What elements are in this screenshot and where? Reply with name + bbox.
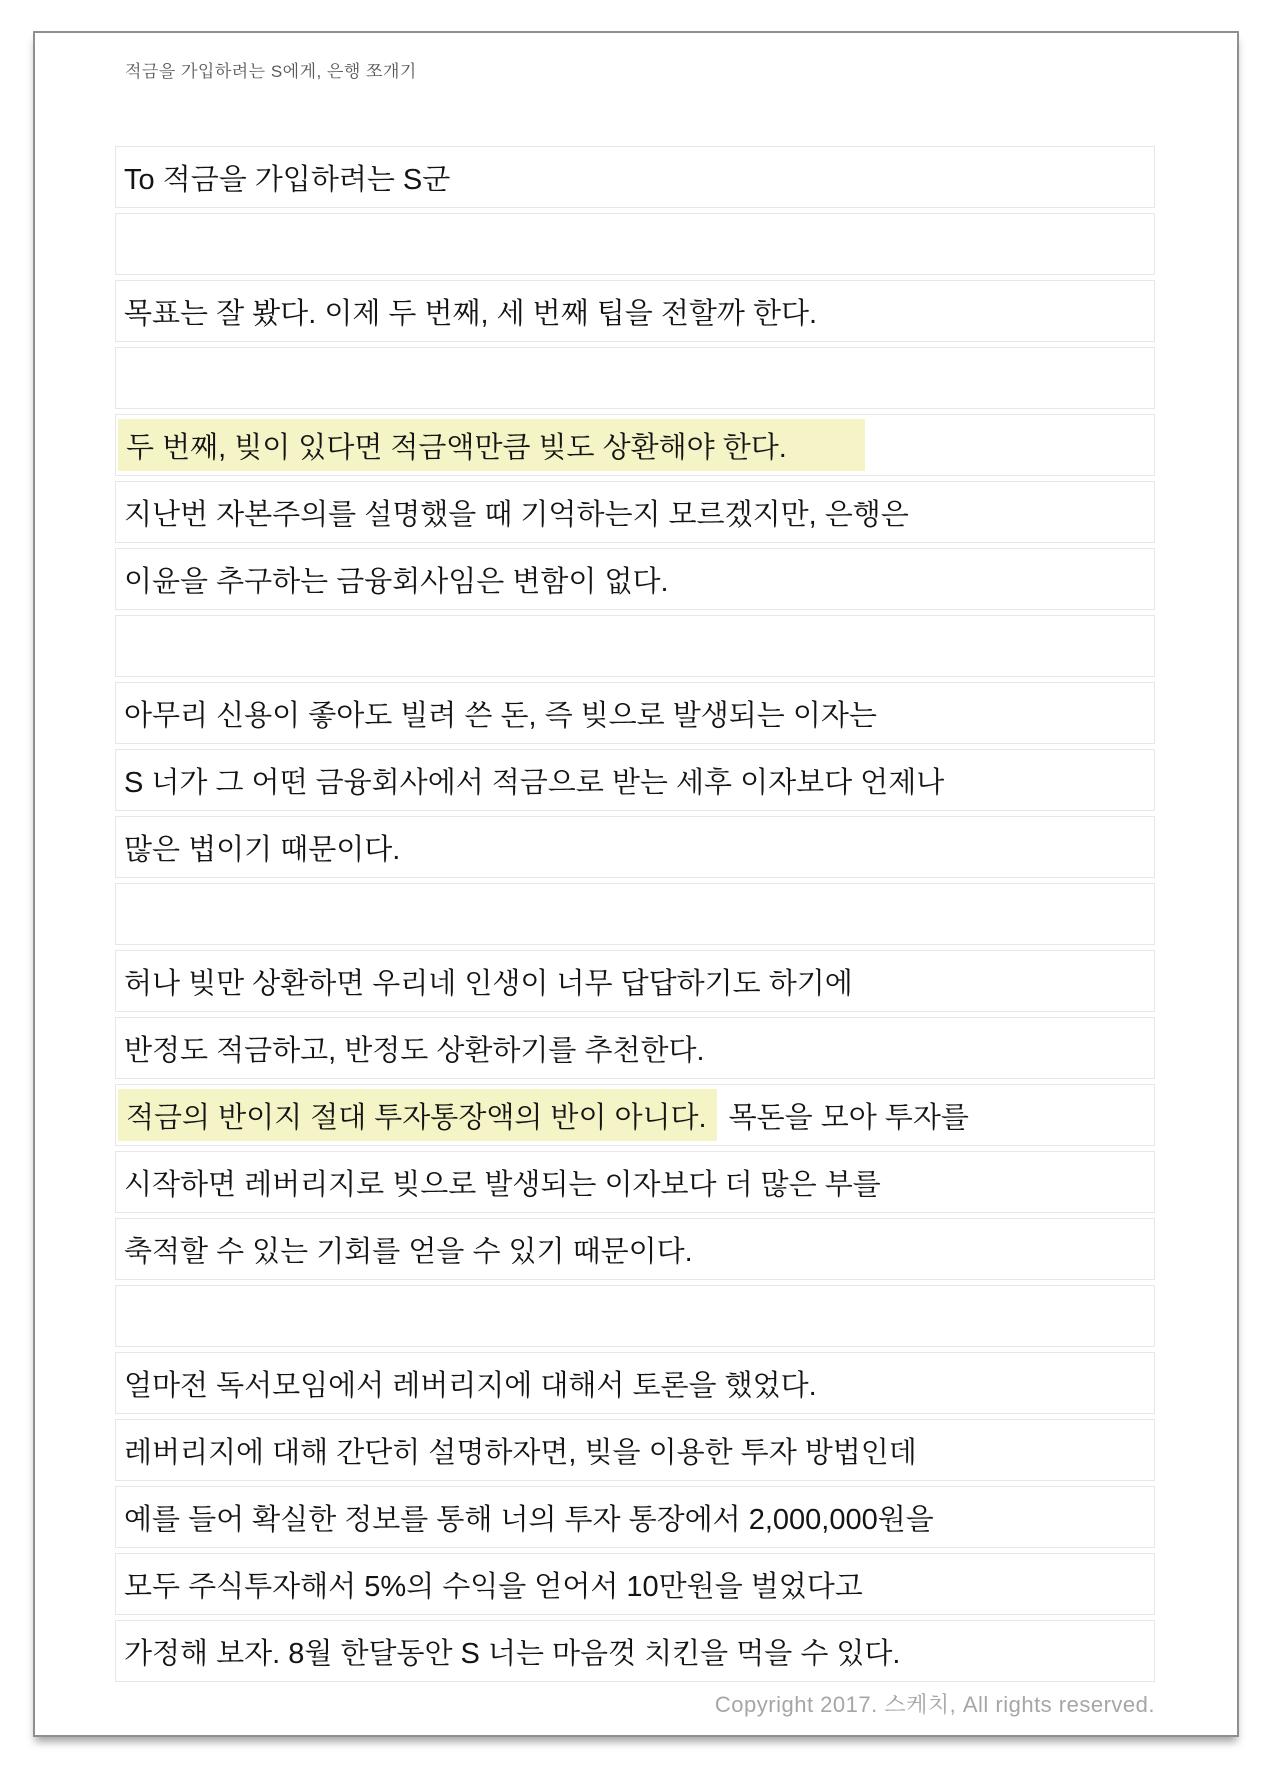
text-row <box>115 1017 1155 1079</box>
text-row <box>115 481 1155 543</box>
text-row <box>115 280 1155 342</box>
row-text: 가정해 보자. 8월 한달동안 S 너는 마음껏 치킨을 먹을 수 있다. <box>124 1637 901 1670</box>
text-row <box>115 1419 1155 1481</box>
row-text: 지난번 자본주의를 설명했을 때 기억하는지 모르겠지만, 은행은 <box>124 498 909 531</box>
text-row <box>115 682 1155 744</box>
empty-row <box>115 1285 1155 1347</box>
highlighted-text: 두 번째, 빚이 있다면 적금액만큼 빚도 상환해야 한다. <box>118 419 865 471</box>
text-row <box>115 950 1155 1012</box>
partially-highlighted-row <box>115 1084 1155 1146</box>
row-text: 축적할 수 있는 기회를 얻을 수 있기 때문이다. <box>124 1235 693 1268</box>
row-text: 아무리 신용이 좋아도 빌려 쓴 돈, 즉 빚으로 발생되는 이자는 <box>124 699 877 732</box>
row-text: 모두 주식투자해서 5%의 수익을 얻어서 10만원을 벌었다고 <box>124 1570 863 1603</box>
row-text: 반정도 적금하고, 반정도 상환하기를 추천한다. <box>124 1034 705 1067</box>
document-page <box>33 31 1239 1737</box>
empty-row <box>115 213 1155 275</box>
row-text: 목돈을 모아 투자를 <box>728 1101 969 1134</box>
row-text: 목표는 잘 봤다. 이제 두 번째, 세 번째 팁을 전할까 한다. <box>124 297 818 330</box>
row-text: 시작하면 레버리지로 빚으로 발생되는 이자보다 더 많은 부를 <box>124 1168 881 1201</box>
highlighted-row <box>115 414 1155 476</box>
text-row <box>115 1620 1155 1682</box>
text-row <box>115 1553 1155 1615</box>
row-text: 허나 빚만 상환하면 우리네 인생이 너무 답답하기도 하기에 <box>124 967 853 1000</box>
row-text: 많은 법이기 때문이다. <box>124 833 401 866</box>
row-text: 이윤을 추구하는 금융회사임은 변함이 없다. <box>124 565 669 598</box>
row-text: 예를 들어 확실한 정보를 통해 너의 투자 통장에서 2,000,000원을 <box>124 1503 934 1536</box>
text-row <box>115 1486 1155 1548</box>
text-row <box>115 816 1155 878</box>
empty-row <box>115 347 1155 409</box>
text-row <box>115 146 1155 208</box>
text-row <box>115 1352 1155 1414</box>
rows <box>115 146 1155 1687</box>
text-row <box>115 749 1155 811</box>
row-text: 레버리지에 대해 간단히 설명하자면, 빚을 이용한 투자 방법인데 <box>124 1436 917 1469</box>
text-row <box>115 1218 1155 1280</box>
page-header-title: 적금을 가입하려는 S에게, 은행 쪼개기 <box>125 62 417 81</box>
highlighted-text: 적금의 반이지 절대 투자통장액의 반이 아니다. <box>118 1089 717 1141</box>
empty-row <box>115 883 1155 945</box>
text-row <box>115 1151 1155 1213</box>
row-text: 얼마전 독서모임에서 레버리지에 대해서 토론을 했었다. <box>124 1369 817 1402</box>
row-text: S 너가 그 어떤 금융회사에서 적금으로 받는 세후 이자보다 언제나 <box>124 766 945 799</box>
row-text: To 적금을 가입하려는 S군 <box>124 163 451 196</box>
text-row <box>115 548 1155 610</box>
empty-row <box>115 615 1155 677</box>
copyright-footer: Copyright 2017. 스케치, All rights reserved. <box>714 1692 1155 1717</box>
